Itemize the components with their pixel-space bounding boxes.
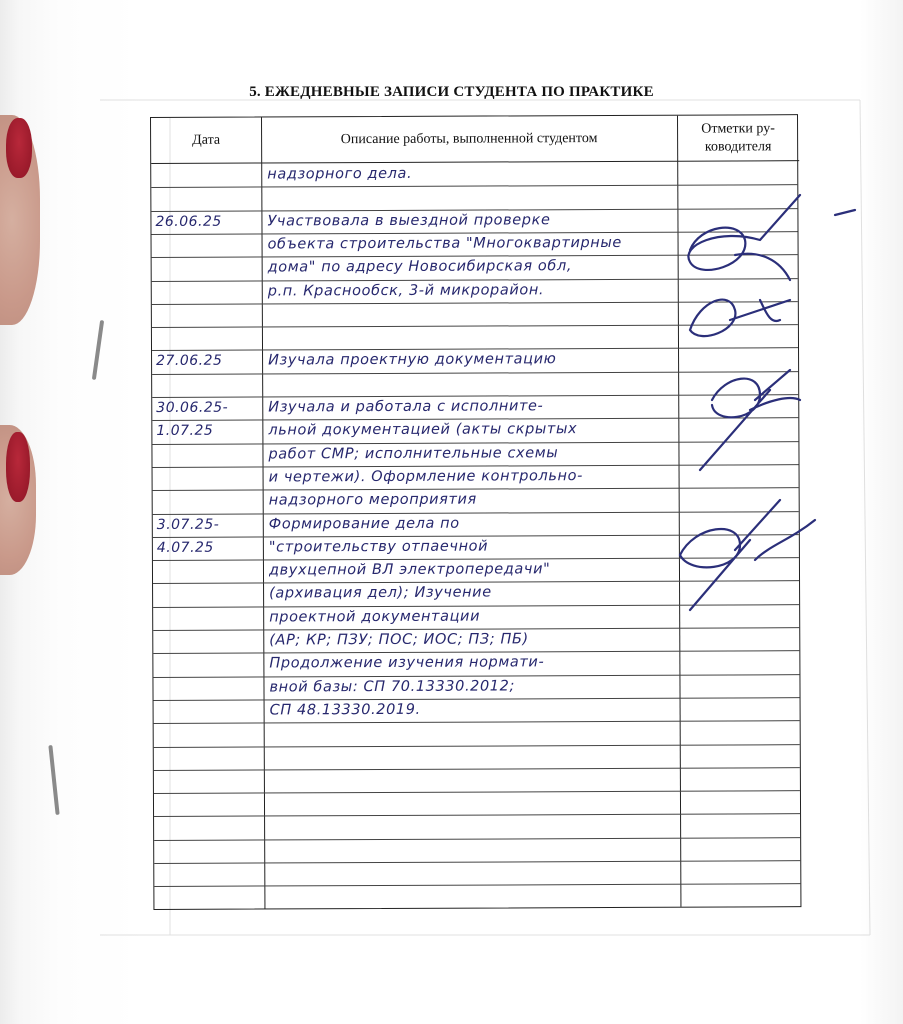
entry-date: 1.07.25 — [156, 423, 214, 440]
entry-text-line: Изучала проектную документацию — [268, 351, 557, 369]
page-heading: 5. ЕЖЕДНЕВНЫЕ ЗАПИСИ СТУДЕНТА ПО ПРАКТИКЕ — [249, 84, 654, 100]
entry-text-line: (АР; КР; ПЗУ; ПОС; ИОС; ПЗ; ПБ) — [269, 631, 529, 649]
entry-text-line: льной документацией (акты скрытых — [268, 421, 578, 439]
entry-date: 30.06.25- — [156, 399, 229, 416]
entry-text-line: "строительству отпаечной — [268, 538, 489, 556]
entry-text-line: объекта строительства "Многоквартирные — [267, 234, 622, 253]
column-header-supervisor-label: Отметки ру- ководителя — [701, 120, 775, 155]
entry-text-line: работ СМР; исполнительные схемы — [268, 444, 559, 463]
column-header-description-label: Описание работы, выполненной студентом — [340, 130, 598, 147]
entry-text-line: Участвовала в выездной проверке — [267, 211, 551, 230]
entry-text-line: СП 48.13330.2019. — [269, 701, 421, 719]
entry-text-line: и чертежи). Оформление контрольно- — [268, 468, 583, 486]
entry-date: 4.07.25 — [156, 539, 214, 556]
entry-text-line: проектной документации — [269, 608, 481, 626]
entry-text-line: (архивация дел); Изучение — [269, 584, 492, 602]
column-header-date-label: Дата — [192, 132, 221, 148]
entry-text-line: надзорного дела. — [267, 165, 413, 183]
entry-date: 3.07.25- — [156, 516, 220, 533]
entry-text-line: Продолжение изучения нормати- — [269, 654, 545, 672]
entry-text-line: вной базы: СП 70.13330.2012; — [269, 678, 515, 696]
entry-text-line: Изучала и работала с исполните- — [268, 398, 544, 416]
entry-text-line: двухцепной ВЛ электропередачи" — [268, 561, 551, 579]
entry-text-line: дома" по адресу Новосибирская обл, — [267, 258, 573, 276]
entry-text-line: Формирование дела по — [268, 515, 460, 532]
entry-date: 27.06.25 — [156, 353, 223, 370]
entry-text-line: надзорного мероприятия — [268, 491, 477, 509]
entry-text-line: р.п. Краснообск, 3-й микрорайон. — [267, 281, 545, 299]
entry-date: 26.06.25 — [155, 213, 222, 230]
